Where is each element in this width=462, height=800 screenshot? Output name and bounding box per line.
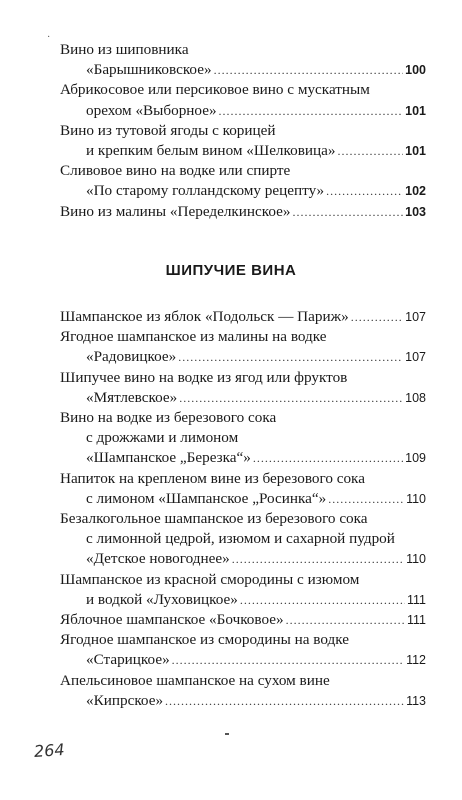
toc-entry-text: «Барышниковское»	[86, 61, 212, 79]
toc-entry-line	[60, 408, 426, 428]
toc-page-number: 111	[406, 592, 426, 607]
dot-leader	[178, 347, 403, 367]
toc-page-number: 107	[405, 350, 426, 365]
toc-entry-text: Шампанское из красной смородины с изюмом	[60, 570, 360, 588]
toc-entry	[60, 630, 426, 670]
toc-entry-text: «Шампанское „Березка“»	[86, 449, 251, 467]
toc-entry-text: Ягодное шампанское из малины на водке	[60, 328, 327, 346]
toc-entry-text: «Радовицкое»	[86, 348, 177, 366]
toc-entry-text: Напиток на крепленом вине из березового сока	[60, 469, 365, 487]
toc-entry-text: с лимоном «Шампанское „Росинка“»	[86, 489, 327, 507]
toc-entry-line	[60, 448, 426, 468]
toc-entry-line	[60, 691, 426, 711]
toc-entry-line	[60, 428, 426, 448]
dot-leader	[286, 610, 405, 630]
dot-leader	[293, 202, 404, 222]
page-number: 264	[33, 739, 66, 762]
dot-leader	[179, 388, 403, 408]
toc-entry	[60, 368, 426, 408]
center-mark	[225, 733, 229, 735]
toc-entry-line	[60, 650, 426, 670]
toc-entry-text: «Мятлевское»	[86, 388, 178, 406]
toc-entry-line	[60, 489, 426, 509]
toc-entry-text: с лимонной цедрой, изюмом и сахарной пудрой	[86, 530, 395, 548]
toc-entry-line	[60, 327, 426, 347]
section-title: ШИПУЧИЕ ВИНА	[165, 262, 297, 279]
toc-entry-text: Апельсиновое шампанское на сухом вине	[60, 671, 330, 689]
toc-entry-text: Сливовое вино на водке или спирте	[60, 162, 291, 180]
toc-entry-line	[60, 509, 426, 529]
toc-entry-text: с дрожжами и лимоном	[86, 429, 239, 447]
toc-entry	[60, 610, 426, 630]
toc-entry	[60, 40, 426, 80]
toc-page-number: 111	[406, 613, 426, 628]
toc-entry-line	[60, 101, 426, 121]
toc-page-number: 113	[406, 693, 426, 708]
toc-entry-text: «Кипрское»	[86, 691, 164, 709]
toc-entry-line	[60, 590, 426, 610]
dot-leader	[172, 650, 404, 670]
toc-entry-line	[60, 368, 426, 388]
toc-entry-line	[60, 570, 426, 590]
toc-entry-text: «Детское новогоднее»	[86, 550, 230, 568]
toc-entry-text: Вино из малины «Переделкинское»	[60, 202, 291, 220]
dot-leader	[326, 181, 403, 201]
dot-leader	[165, 691, 404, 711]
toc-entry-text: Вино на водке из березового сока	[60, 409, 277, 427]
dot-leader	[351, 307, 403, 327]
toc-page-number: 112	[406, 653, 426, 668]
toc-entry-line	[60, 307, 426, 327]
toc-page-number: 108	[405, 390, 426, 405]
toc-entry-line	[60, 40, 426, 60]
toc-entry-text: «Старицкое»	[86, 651, 170, 669]
toc-entry	[60, 469, 426, 509]
toc-entry-line	[60, 347, 426, 367]
toc-entry	[60, 161, 426, 201]
toc-entry-text: Яблочное шампанское «Бочковое»	[60, 611, 284, 629]
toc-entry	[60, 570, 426, 610]
toc-entry-line	[60, 141, 426, 161]
toc-page-number: 110	[406, 491, 426, 506]
toc-page-number: 101	[405, 103, 426, 118]
toc-entry-line	[60, 181, 426, 201]
dot-leader	[219, 101, 404, 121]
toc-page-number: 102	[405, 184, 426, 199]
toc-entry-line	[60, 121, 426, 141]
toc-entry-text: Вино из тутовой ягоды с корицей	[60, 121, 276, 139]
toc-page-number: 109	[405, 451, 426, 466]
toc-entry-line	[60, 529, 426, 549]
toc-entry-line	[60, 388, 426, 408]
toc-section-wines	[60, 40, 426, 222]
dot-leader	[240, 590, 405, 610]
toc-entry-text: «По старому голландскому рецепту»	[86, 182, 325, 200]
toc-entry	[60, 671, 426, 711]
toc-entry-text: Шипучее вино на водке из ягод или фруктов	[60, 368, 348, 386]
toc-entry-text: Ягодное шампанское из смородины на водке	[60, 631, 349, 649]
toc-entry-line	[60, 549, 426, 569]
toc-entry	[60, 80, 426, 120]
toc-page-number: 110	[406, 552, 426, 567]
toc-entry-line	[60, 469, 426, 489]
toc-entry	[60, 121, 426, 161]
toc-entry-line	[60, 80, 426, 100]
toc-entry-text: Шампанское из яблок «Подольск — Париж»	[60, 308, 349, 325]
toc-entry	[60, 307, 426, 327]
toc-entry-text: орехом «Выборное»	[86, 101, 217, 119]
toc-entry-line	[60, 60, 426, 80]
toc-entry-line	[60, 202, 426, 222]
toc-entry-text: Безалкогольное шампанское из березового сока	[60, 510, 368, 528]
dot-leader	[214, 60, 404, 80]
scan-speck: ·	[47, 32, 51, 43]
toc-entry-line	[60, 610, 426, 630]
toc-entry-text: и водкой «Луховицкое»	[86, 590, 238, 608]
toc-entry-text: Вино из шиповника	[60, 41, 189, 58]
toc-section-sparkling-wines	[60, 307, 426, 711]
toc-entry	[60, 202, 426, 222]
dot-leader	[337, 141, 403, 161]
toc-page-number: 107	[405, 310, 426, 324]
toc-entry-line	[60, 671, 426, 691]
toc-entry-text: Абрикосовое или персиковое вино с мускатным	[60, 81, 370, 99]
toc-entry-line	[60, 630, 426, 650]
toc-entry	[60, 509, 426, 570]
toc-page-number: 103	[405, 204, 426, 219]
dot-leader	[253, 448, 403, 468]
toc-page-number: 100	[405, 63, 426, 78]
toc-entry-text: и крепким белым вином «Шелковица»	[86, 142, 336, 160]
dot-leader	[232, 549, 404, 569]
toc-entry	[60, 408, 426, 469]
toc-entry-line	[60, 161, 426, 181]
toc-entry	[60, 327, 426, 367]
dot-leader	[328, 489, 404, 509]
toc-page-number: 101	[405, 144, 426, 159]
